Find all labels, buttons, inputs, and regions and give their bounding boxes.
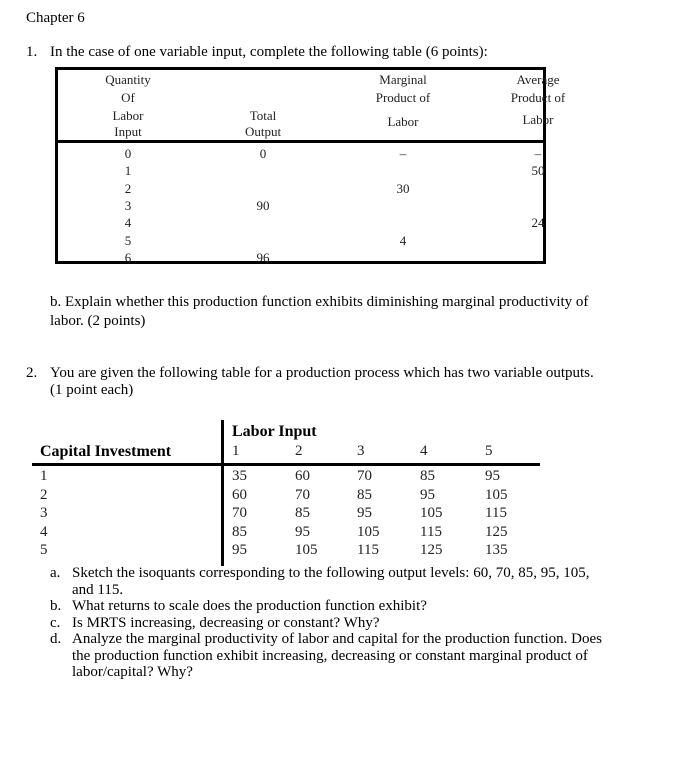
- table-cell: 125: [420, 542, 443, 558]
- table-cell: 50: [531, 163, 545, 179]
- table-cell: 85: [295, 505, 310, 521]
- item-text: Sketch the isoquants corresponding to the following output levels: 60, 70, 85, 95, 105,: [72, 565, 590, 581]
- column-header: Average: [516, 72, 560, 87]
- table-cell: 70: [232, 505, 247, 521]
- table-cell: 60: [232, 486, 247, 503]
- table-cell: 30: [396, 180, 410, 196]
- table-cell: 85: [420, 468, 435, 484]
- table-cell: –: [399, 146, 407, 161]
- table-cell: 2: [124, 180, 132, 196]
- item-text: and 115.: [72, 581, 124, 598]
- item-text: What returns to scale does the production function exhibit?: [72, 598, 427, 614]
- capital-investment-header: Capital Investment: [40, 443, 172, 460]
- column-header: Product of: [375, 90, 431, 105]
- table-cell: 6: [124, 249, 132, 265]
- item-label: a.: [50, 565, 61, 581]
- table-cell: 95: [357, 505, 372, 521]
- labor-input-header: Labor Input: [232, 423, 317, 440]
- q1-number: 1.: [26, 44, 38, 60]
- table-cell: 96: [256, 249, 270, 265]
- column-header: Quantity: [105, 72, 151, 87]
- item-label: d.: [50, 631, 62, 647]
- table-cell: 85: [232, 523, 247, 540]
- q2-line1: You are given the following table for a production process which has two variable outputs.: [50, 365, 594, 381]
- item-text: the production function exhibit increasing, decreasing or constant marginal product of: [72, 647, 588, 664]
- table-cell: 135: [485, 542, 508, 558]
- column-header: Of: [121, 90, 135, 105]
- column-header: 1: [232, 443, 240, 459]
- table-cell: 125: [485, 523, 508, 540]
- table-cell: –: [534, 146, 542, 161]
- table-cell: 4: [399, 232, 407, 248]
- row-header: 4: [40, 523, 48, 540]
- table-cell: 85: [357, 486, 372, 503]
- column-header: Marginal: [379, 72, 427, 87]
- q1b-line1: b. Explain whether this production function exhibits diminishing marginal productivity of: [50, 294, 589, 310]
- table-cell: 70: [295, 486, 310, 503]
- column-header: 4: [420, 443, 428, 459]
- table-cell: 35: [232, 468, 247, 484]
- table-cell: 1: [124, 163, 132, 179]
- table-cell: 105: [357, 523, 380, 540]
- item-label: b.: [50, 598, 62, 614]
- table-production: [55, 67, 566, 265]
- table-cell: 90: [256, 197, 270, 213]
- table-cell: 95: [232, 542, 247, 558]
- item-text: Is MRTS increasing, decreasing or constant? Why?: [72, 614, 380, 631]
- table-cell: 0: [259, 146, 267, 161]
- table-cell: 105: [295, 542, 318, 558]
- table-cell: 0: [124, 146, 132, 161]
- item-text: Analyze the marginal productivity of labor and capital for the production function. Does: [72, 631, 602, 647]
- header-divider: [58, 140, 543, 143]
- table-cell: 70: [357, 468, 372, 484]
- horizontal-divider: [32, 463, 540, 466]
- row-header: 2: [40, 486, 48, 503]
- table-cell: 115: [357, 542, 379, 558]
- q1b-line2: labor. (2 points): [50, 313, 146, 329]
- column-header: Labor: [387, 114, 419, 129]
- row-header: 5: [40, 542, 48, 558]
- table-cell: 60: [295, 468, 310, 484]
- table-cell: 105: [485, 486, 508, 503]
- item-label: c.: [50, 614, 61, 631]
- table-cell: 115: [420, 523, 442, 540]
- column-header: Labor: [522, 112, 554, 127]
- column-header: Total: [249, 108, 277, 123]
- row-header: 1: [40, 468, 48, 484]
- column-header: Input: [114, 124, 142, 139]
- table-cell: 105: [420, 505, 443, 521]
- column-header: 5: [485, 443, 493, 459]
- table-cell: 95: [295, 523, 310, 540]
- column-header: 2: [295, 443, 303, 459]
- column-header: Product of: [510, 90, 566, 105]
- column-header: Output: [244, 124, 282, 139]
- item-text: labor/capital? Why?: [72, 664, 193, 680]
- q2-line2: (1 point each): [50, 382, 134, 398]
- table-cell: 24: [531, 215, 545, 231]
- table-cell: 3: [124, 197, 132, 213]
- table-cell: 115: [485, 505, 507, 521]
- table-cell: 4: [124, 215, 132, 231]
- table-cell: 95: [420, 486, 435, 503]
- row-header: 3: [40, 505, 48, 521]
- table-cell: 5: [124, 232, 132, 248]
- chapter-title: Chapter 6: [26, 10, 85, 26]
- column-header: 3: [357, 443, 365, 459]
- vertical-divider: [221, 420, 224, 566]
- q2-number: 2.: [26, 365, 38, 381]
- table-cell: 95: [485, 468, 500, 484]
- column-header: Labor: [112, 108, 144, 123]
- q1-text: In the case of one variable input, complete the following table (6 points):: [50, 44, 488, 60]
